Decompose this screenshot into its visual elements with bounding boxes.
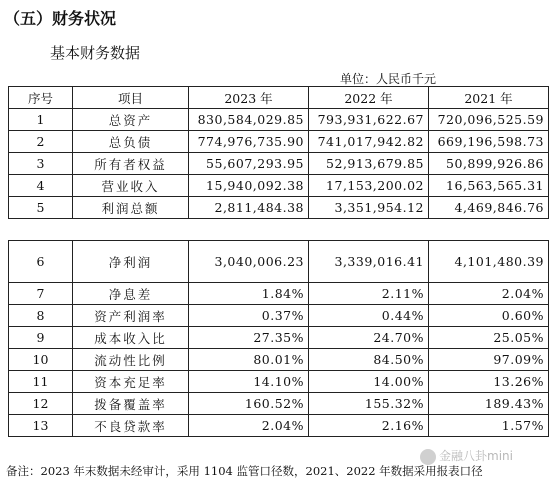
value-2023: 14.10% <box>189 371 309 393</box>
row-item: 不良贷款率 <box>73 415 189 437</box>
row-item: 营业收入 <box>73 175 189 197</box>
value-2021: 720,096,525.59 <box>429 109 549 131</box>
value-2022: 17,153,200.02 <box>309 175 429 197</box>
value-2021: 2.04% <box>429 283 549 305</box>
row-seq: 8 <box>9 305 73 327</box>
value-2023: 3,040,006.23 <box>189 241 309 283</box>
table-row <box>9 197 549 219</box>
value-2022: 24.70% <box>309 327 429 349</box>
value-2022: 2.11% <box>309 283 429 305</box>
value-2023: 15,940,092.38 <box>189 175 309 197</box>
table-row <box>9 131 549 153</box>
section-title: （五）财务状况 <box>4 9 117 28</box>
value-2022: 793,931,622.67 <box>309 109 429 131</box>
header-2023: 2023 年 <box>189 87 309 109</box>
row-seq: 12 <box>9 393 73 415</box>
table-row <box>9 305 549 327</box>
row-item: 资产利润率 <box>73 305 189 327</box>
row-seq: 5 <box>9 197 73 219</box>
row-item: 拨备覆盖率 <box>73 393 189 415</box>
value-2021: 0.60% <box>429 305 549 327</box>
row-item: 流动性比例 <box>73 349 189 371</box>
financial-table-part1 <box>8 86 549 219</box>
value-2023: 27.35% <box>189 327 309 349</box>
row-seq: 13 <box>9 415 73 437</box>
footnote: 备注：2023 年末数据未经审计，采用 1104 监管口径数，2021、2022 年数据采用报表口径 <box>6 464 483 478</box>
table-row <box>9 415 549 437</box>
header-seq: 序号 <box>9 87 73 109</box>
table-row <box>9 393 549 415</box>
row-item: 总负债 <box>73 131 189 153</box>
row-seq: 4 <box>9 175 73 197</box>
value-2022: 3,351,954.12 <box>309 197 429 219</box>
table-row <box>9 241 549 283</box>
value-2022: 3,339,016.41 <box>309 241 429 283</box>
value-2022: 0.44% <box>309 305 429 327</box>
value-2023: 1.84% <box>189 283 309 305</box>
row-seq: 2 <box>9 131 73 153</box>
table-row <box>9 175 549 197</box>
row-item: 利润总额 <box>73 197 189 219</box>
value-2021: 669,196,598.73 <box>429 131 549 153</box>
value-2023: 2.04% <box>189 415 309 437</box>
watermark-logo-icon <box>420 449 436 465</box>
row-item: 净利润 <box>73 241 189 283</box>
value-2021: 50,899,926.86 <box>429 153 549 175</box>
sub-title: 基本财务数据 <box>50 44 141 62</box>
value-2021: 4,101,480.39 <box>429 241 549 283</box>
financial-table-part2 <box>8 240 549 437</box>
row-seq: 11 <box>9 371 73 393</box>
row-seq: 7 <box>9 283 73 305</box>
row-item: 所有者权益 <box>73 153 189 175</box>
table-row <box>9 283 549 305</box>
value-2023: 830,584,029.85 <box>189 109 309 131</box>
table-row <box>9 349 549 371</box>
value-2021: 25.05% <box>429 327 549 349</box>
table-row <box>9 153 549 175</box>
value-2021: 13.26% <box>429 371 549 393</box>
row-seq: 6 <box>9 241 73 283</box>
value-2023: 80.01% <box>189 349 309 371</box>
header-2021: 2021 年 <box>429 87 549 109</box>
value-2021: 97.09% <box>429 349 549 371</box>
value-2023: 0.37% <box>189 305 309 327</box>
watermark <box>420 447 513 465</box>
value-2022: 2.16% <box>309 415 429 437</box>
unit-label: 单位：人民币千元 <box>340 72 437 86</box>
row-seq: 10 <box>9 349 73 371</box>
value-2023: 160.52% <box>189 393 309 415</box>
value-2022: 741,017,942.82 <box>309 131 429 153</box>
row-item: 资本充足率 <box>73 371 189 393</box>
row-seq: 3 <box>9 153 73 175</box>
table-row <box>9 327 549 349</box>
value-2022: 14.00% <box>309 371 429 393</box>
value-2021: 16,563,565.31 <box>429 175 549 197</box>
watermark-text: 金融八卦mini <box>439 449 513 463</box>
header-item: 项目 <box>73 87 189 109</box>
value-2022: 84.50% <box>309 349 429 371</box>
table-row <box>9 371 549 393</box>
value-2021: 4,469,846.76 <box>429 197 549 219</box>
row-item: 总资产 <box>73 109 189 131</box>
value-2023: 2,811,484.38 <box>189 197 309 219</box>
value-2022: 155.32% <box>309 393 429 415</box>
row-item: 净息差 <box>73 283 189 305</box>
value-2023: 55,607,293.95 <box>189 153 309 175</box>
header-2022: 2022 年 <box>309 87 429 109</box>
table-header-row <box>9 87 549 109</box>
value-2021: 1.57% <box>429 415 549 437</box>
table-row <box>9 109 549 131</box>
row-item: 成本收入比 <box>73 327 189 349</box>
row-seq: 9 <box>9 327 73 349</box>
value-2022: 52,913,679.85 <box>309 153 429 175</box>
value-2021: 189.43% <box>429 393 549 415</box>
row-seq: 1 <box>9 109 73 131</box>
value-2023: 774,976,735.90 <box>189 131 309 153</box>
